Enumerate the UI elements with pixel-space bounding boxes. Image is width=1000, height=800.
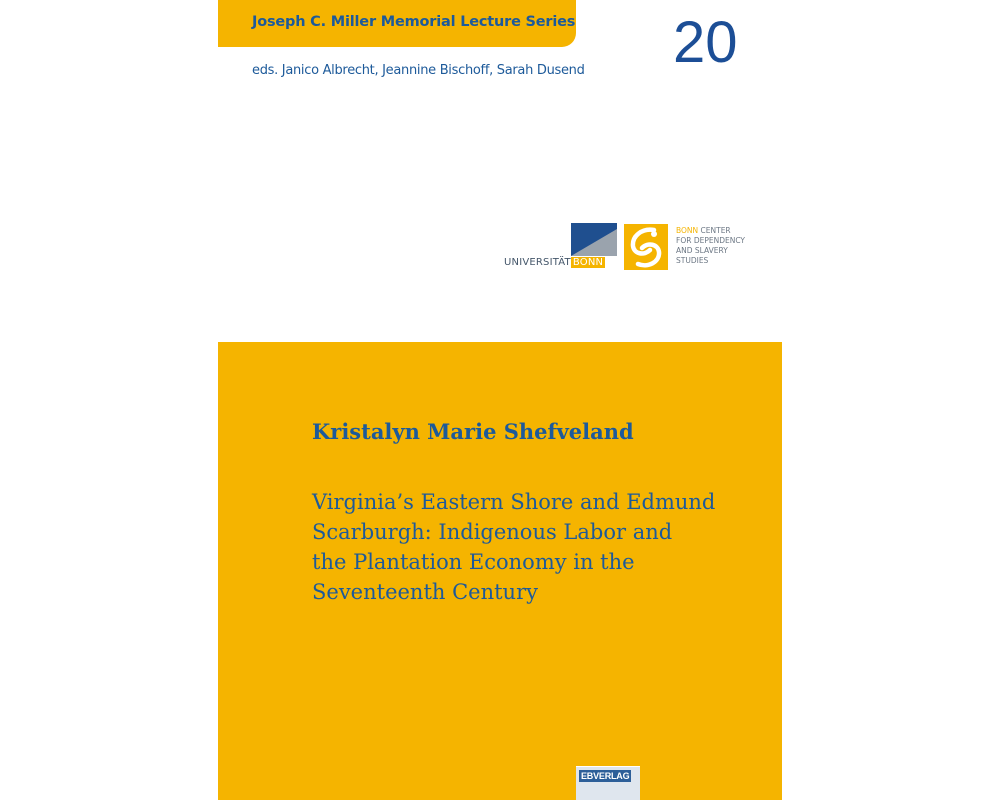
bcdss-wordmark: BONN CENTER FOR DEPENDENCY AND SLAVERY STUDIES	[676, 226, 746, 265]
book-title-line: the Plantation Economy in the	[312, 550, 635, 574]
book-title-line: Virginia’s Eastern Shore and Edmund	[312, 490, 716, 514]
publisher-badge	[576, 766, 640, 800]
book-title	[312, 487, 742, 607]
bcdss-mark-icon	[624, 224, 668, 270]
university-bonn-wordmark: UNIVERSITÄT BONN	[504, 257, 604, 268]
series-band	[218, 0, 576, 47]
bcdss-logo	[624, 224, 774, 270]
university-bonn-logo	[504, 223, 622, 269]
university-bonn-mark-icon	[571, 223, 617, 256]
series-title: Joseph C. Miller Memorial Lecture Series	[252, 14, 576, 30]
author-name: Kristalyn Marie Shefveland	[312, 419, 634, 444]
cover-title-panel	[218, 342, 782, 800]
editors-line: eds. Janico Albrecht, Jeannine Bischoff, Sarah Dusend	[252, 63, 585, 78]
publisher-logo: EBVERLAG	[581, 771, 630, 781]
volume-number: 20	[673, 10, 738, 75]
book-cover	[218, 0, 782, 800]
book-title-line: Scarburgh: Indigenous Labor and	[312, 520, 673, 544]
book-title-line: Seventeenth Century	[312, 580, 538, 604]
